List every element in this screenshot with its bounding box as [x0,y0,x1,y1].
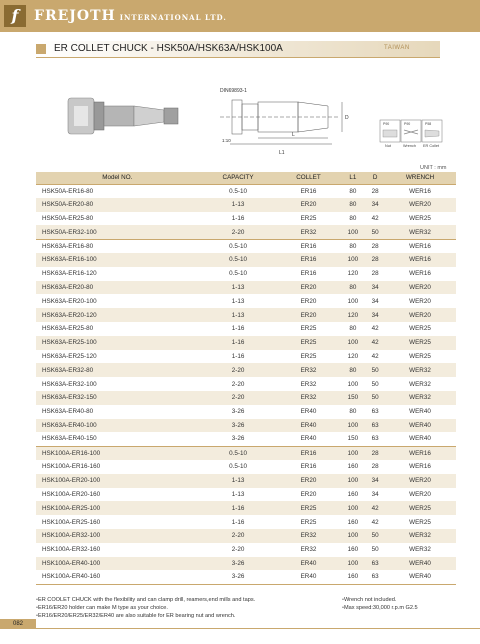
cell-l1: 100 [340,529,367,543]
cell-collet: ER40 [300,408,317,416]
page-number: 082 [0,619,36,629]
cell-capacity: 1-13 [199,281,278,295]
cell-collet: ER16 [300,463,317,471]
table-row [36,225,456,239]
cell-l1: 100 [347,297,359,305]
cell-model: HSK63A-ER25-100 [36,336,199,350]
cell-wrench: WER20 [409,490,431,498]
table-row [36,198,456,212]
cell-capacity: 0.5-10 [199,239,278,253]
accessory-boxes [380,120,442,148]
cell-l1: 80 [349,325,357,333]
table-row [36,391,456,405]
table-row [36,570,456,584]
cell-collet: ER32 [277,363,339,377]
cell-model: HSK63A-ER25-80 [42,325,94,333]
nut-icon [383,130,397,137]
cell-capacity: 2-20 [231,380,245,388]
cell-wrench: WER32 [384,529,456,543]
cell-collet: ER25 [277,501,339,515]
note-item: • ER16/ER20/ER25/ER32/ER40 are also suitable for ER bearing nut and wrench. [36,612,336,620]
footer-rule [36,628,480,629]
cell-model: HSK63A-ER20-80 [36,281,199,295]
cell-d: 42 [366,501,384,515]
cell-capacity: 0.5-10 [199,184,278,198]
cell-l1: 100 [340,557,367,571]
table-row [36,405,456,419]
wrench-label: Wrench [403,144,417,148]
cell-wrench: WER25 [409,214,431,222]
cell-d: 34 [371,490,379,498]
cell-model: HSK63A-ER16-80 [36,239,199,253]
spec-table [36,172,456,585]
cell-l1: 100 [340,419,367,433]
cell-l1: 160 [347,546,359,554]
cell-capacity: 0.5-10 [199,446,278,460]
cell-l1: 100 [340,225,367,239]
cell-collet: ER25 [300,352,317,360]
cell-model: HSK50A-ER25-80 [42,214,94,222]
cell-wrench: WER40 [409,408,431,416]
cell-model: HSK50A-ER32-100 [36,225,199,239]
cell-collet: ER20 [277,198,339,212]
cell-d: 34 [366,308,384,322]
cell-capacity: 1-16 [231,214,245,222]
nut-label: Nut [385,144,391,148]
cell-wrench: WER16 [384,446,456,460]
table-row [36,294,456,308]
technical-drawing [60,80,460,166]
cell-model: HSK63A-ER25-120 [42,352,97,360]
note-item: • ER16/ER20 holder can make M type as your choice. [36,604,336,612]
cell-collet: ER16 [277,239,339,253]
cell-d: 42 [371,518,379,526]
cell-capacity: 0.5-10 [199,253,278,267]
col-d: D [366,172,384,184]
table-row [36,253,456,267]
cell-capacity: 1-16 [199,336,278,350]
cell-d: 42 [371,352,379,360]
cell-capacity: 1-16 [231,518,245,526]
table-row [36,474,456,488]
cell-capacity: 3-26 [199,570,278,584]
unit-label: UNIT : mm [420,165,447,171]
cell-capacity: 1-16 [199,501,278,515]
table-body [36,184,456,584]
table-row [36,529,456,543]
table-row [36,432,456,446]
cell-wrench: WER16 [384,184,456,198]
cell-collet: ER40 [277,557,339,571]
cell-capacity: 3-26 [199,557,278,571]
dim-l-label: L [292,132,295,138]
cell-d: 63 [366,419,384,433]
cell-wrench: WER40 [384,570,456,584]
cell-model: HSK100A-ER20-160 [42,490,101,498]
table-row [36,377,456,391]
dim-d-label: D [345,115,349,121]
table-row [36,501,456,515]
cell-wrench: WER20 [384,198,456,212]
cell-d: 42 [366,336,384,350]
brand-name-sub: INTERNATIONAL LTD. [119,13,227,22]
table-row [36,184,456,198]
cell-model: HSK100A-ER40-160 [36,570,199,584]
cell-wrench: WER32 [384,363,456,377]
cell-l1: 80 [340,198,367,212]
cell-wrench: WER25 [409,518,431,526]
cell-collet: ER16 [300,270,317,278]
cell-capacity: 1-13 [199,308,278,322]
cell-wrench: WER32 [409,546,431,554]
cell-l1: 160 [347,463,359,471]
cell-d: 63 [366,570,384,584]
cell-d: 34 [366,474,384,488]
cell-wrench: WER25 [409,325,431,333]
note-item: • Wrench not included. [342,596,472,604]
note-item: • ER COOLET CHUCK with the flexibility and can clamp drill, reamers,end mills and taps. [36,596,336,604]
cell-collet: ER25 [300,214,317,222]
product-photo [68,98,178,134]
cell-d: 50 [366,225,384,239]
cell-d: 50 [366,363,384,377]
cell-model: HSK100A-ER40-100 [36,557,199,571]
standard-label: DIN69893-1 [220,88,247,94]
table-row [36,322,456,336]
cell-collet: ER20 [277,281,339,295]
note-item: • Max speed:30,000 r.p.m G2.5 [342,604,472,612]
page-title: ER COLLET CHUCK - HSK50A/HSK63A/HSK100A [54,43,283,54]
cell-wrench: WER40 [384,419,456,433]
cell-collet: ER32 [277,529,339,543]
cell-collet: ER16 [277,446,339,460]
cell-model: HSK50A-ER16-80 [36,184,199,198]
cell-collet: ER20 [300,297,317,305]
table-row [36,336,456,350]
cell-model: HSK63A-ER32-80 [36,363,199,377]
cell-d: 28 [366,253,384,267]
cell-l1: 160 [340,570,367,584]
cell-d: 63 [371,408,379,416]
taper-label: 1:10 [222,138,231,143]
cell-capacity: 2-20 [231,546,245,554]
cell-d: 42 [371,214,379,222]
cell-wrench: WER16 [384,239,456,253]
cell-collet: ER32 [277,391,339,405]
cell-l1: 160 [347,490,359,498]
cell-wrench: WER25 [384,336,456,350]
cell-l1: 100 [340,253,367,267]
col-l1: L1 [340,172,367,184]
cell-model: HSK100A-ER16-100 [36,446,199,460]
brand-name-main: FREJOTH [34,8,116,24]
cell-capacity: 1-13 [199,474,278,488]
line-drawing [220,100,342,144]
cell-wrench: WER16 [409,270,431,278]
cell-model: HSK63A-ER40-100 [36,419,199,433]
cell-collet: ER25 [300,518,317,526]
cell-wrench: WER20 [409,297,431,305]
cell-wrench: WER25 [384,501,456,515]
table-row [36,446,456,460]
wrench-code: P90 [404,122,411,126]
cell-wrench: WER20 [384,474,456,488]
cell-l1: 100 [340,501,367,515]
cell-capacity: 0.5-10 [229,463,247,471]
notes-left [36,596,336,620]
cell-d: 50 [366,529,384,543]
cell-l1: 100 [340,474,367,488]
table-row [36,212,456,226]
cell-collet: ER20 [277,474,339,488]
cell-wrench: WER40 [384,557,456,571]
cell-wrench: WER32 [384,225,456,239]
cell-capacity: 3-26 [231,408,245,416]
cell-d: 50 [371,546,379,554]
brand-logo: f [4,5,26,27]
origin-label: TAIWAN [384,45,410,51]
cell-d: 50 [366,391,384,405]
table-row [36,267,456,281]
cell-capacity: 1-13 [231,490,245,498]
cell-capacity: 1-13 [231,297,245,305]
notes-right [342,596,472,612]
cell-d: 28 [371,463,379,471]
cell-model: HSK63A-ER32-100 [42,380,97,388]
table-row [36,557,456,571]
cell-l1: 150 [340,391,367,405]
cell-capacity: 3-26 [199,419,278,433]
table-row [36,543,456,557]
cell-wrench: WER32 [384,391,456,405]
cell-collet: ER16 [277,184,339,198]
col-capacity: CAPACITY [199,172,278,184]
cell-collet: ER40 [300,435,317,443]
col-wrench: WRENCH [384,172,456,184]
page-header [0,0,480,32]
cell-d: 28 [366,239,384,253]
cell-d: 63 [371,435,379,443]
table-row [36,281,456,295]
cell-capacity: 0.5-10 [229,270,247,278]
cell-collet: ER20 [277,308,339,322]
cell-l1: 80 [340,239,367,253]
cell-d: 28 [371,270,379,278]
cell-capacity: 1-16 [231,325,245,333]
table-row [36,460,456,474]
cell-d: 28 [366,446,384,460]
table-row [36,308,456,322]
cell-wrench: WER32 [409,380,431,388]
cell-wrench: WER16 [409,463,431,471]
cell-l1: 80 [340,281,367,295]
cell-d: 34 [371,297,379,305]
cell-collet: ER32 [300,380,317,388]
cell-capacity: 2-20 [199,363,278,377]
cell-l1: 80 [349,408,357,416]
cell-d: 34 [366,198,384,212]
cell-d: 63 [366,557,384,571]
cell-collet: ER25 [300,325,317,333]
cell-collet: ER16 [277,253,339,267]
cell-wrench: WER20 [384,308,456,322]
cell-capacity: 2-20 [199,529,278,543]
cell-d: 28 [366,184,384,198]
cell-collet: ER40 [277,419,339,433]
cell-collet: ER20 [300,490,317,498]
cell-wrench: WER16 [384,253,456,267]
cell-l1: 100 [347,380,359,388]
cell-l1: 80 [340,363,367,377]
dim-l1-label: L1 [279,150,285,156]
table-row [36,363,456,377]
table-row [36,488,456,502]
cell-l1: 80 [340,184,367,198]
cell-collet: ER32 [300,546,317,554]
cell-collet: ER25 [277,336,339,350]
cell-model: HSK100A-ER16-160 [42,463,101,471]
cell-l1: 100 [340,446,367,460]
cell-model: HSK63A-ER16-100 [36,253,199,267]
cell-model: HSK100A-ER32-160 [42,546,101,554]
cell-model: HSK50A-ER20-80 [36,198,199,212]
table-row [36,515,456,529]
cell-model: HSK100A-ER25-100 [36,501,199,515]
collet-label: ER Collet [423,144,440,148]
cell-l1: 160 [347,518,359,526]
cell-l1: 120 [347,352,359,360]
cell-l1: 80 [349,214,357,222]
cell-wrench: WER20 [384,281,456,295]
col-model: Model NO. [36,172,199,184]
cell-capacity: 2-20 [199,225,278,239]
cell-d: 50 [371,380,379,388]
cell-capacity: 3-26 [231,435,245,443]
cell-model: HSK63A-ER16-120 [42,270,97,278]
cell-l1: 100 [340,336,367,350]
cell-collet: ER40 [277,570,339,584]
cell-model: HSK100A-ER25-160 [42,518,101,526]
col-collet: COLLET [277,172,339,184]
cell-capacity: 1-13 [199,198,278,212]
cell-d: 42 [371,325,379,333]
cell-model: HSK63A-ER20-100 [42,297,97,305]
cell-d: 34 [366,281,384,295]
table-row [36,350,456,364]
cell-wrench: WER25 [409,352,431,360]
cell-capacity: 1-16 [231,352,245,360]
nut-code: P90 [383,122,390,126]
table-row [36,239,456,253]
cell-model: HSK63A-ER40-80 [42,408,94,416]
cell-l1: 120 [347,270,359,278]
title-marker [36,44,46,54]
cell-model: HSK63A-ER20-120 [36,308,199,322]
table-header-row [36,172,456,184]
brand-name [34,8,227,24]
cell-model: HSK100A-ER20-100 [36,474,199,488]
cell-wrench: WER40 [409,435,431,443]
cell-model: HSK100A-ER32-100 [36,529,199,543]
cell-capacity: 2-20 [199,391,278,405]
collet-code: P58 [425,122,432,126]
cell-model: HSK63A-ER40-150 [42,435,97,443]
cell-l1: 120 [340,308,367,322]
cell-l1: 150 [347,435,359,443]
cell-collet: ER32 [277,225,339,239]
cell-model: HSK63A-ER32-150 [36,391,199,405]
collet-icon [425,130,439,137]
table-row [36,419,456,433]
